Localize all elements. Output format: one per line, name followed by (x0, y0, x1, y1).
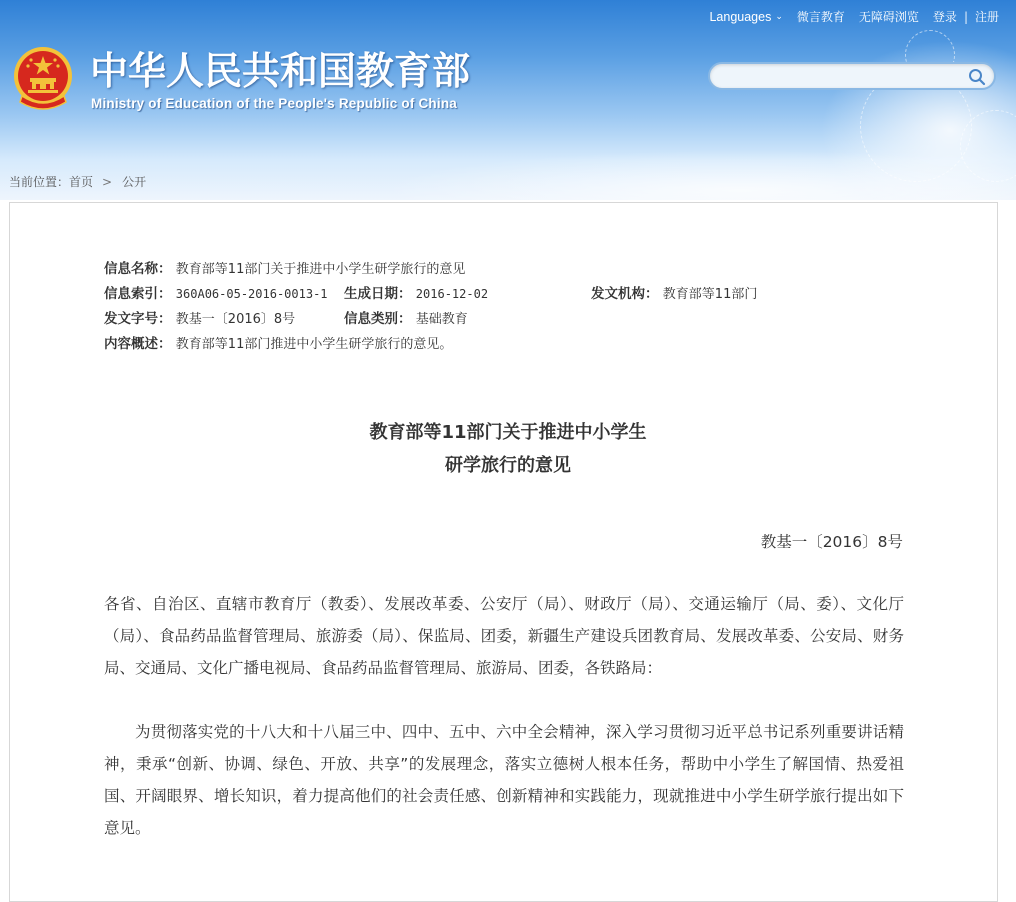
breadcrumb-home-link[interactable]: 首页 (69, 175, 94, 189)
meta-name-value: 教育部等11部门关于推进中小学生研学旅行的意见 (175, 262, 466, 277)
meta-summary-label: 内容概述： (104, 336, 172, 352)
meta-issuer-row (591, 282, 757, 302)
document-title-line-1: 教育部等11部门关于推进中小学生 (369, 422, 647, 443)
document-title-line-2: 研学旅行的意见 (445, 455, 571, 476)
meta-name-label: 信息名称： (104, 261, 172, 277)
meta-docno-row (104, 307, 295, 327)
meta-name-row (104, 257, 465, 277)
document-recipients: 各省、自治区、直辖市教育厅（教委）、发展改革委、公安厅（局）、财政厅（局）、交通运输厅（局、委）、文化厅（局）、食品药品监督管理局、旅游委（局）、保监局、团委，新疆生产建设兵团教育局、发展改革委、公安局、财务局、交通局、文化广播电视局、食品药品监督管理局、旅游局、团委，各铁路局： (104, 595, 904, 677)
search-icon[interactable] (968, 68, 986, 86)
register-link[interactable]: 注册 (974, 10, 999, 24)
meta-category-row (344, 307, 468, 327)
meta-category-label: 信息类别： (344, 311, 412, 327)
breadcrumb-current-link[interactable]: 公开 (122, 175, 147, 189)
site-header (0, 0, 1016, 200)
meta-date-value: 2016-12-02 (415, 287, 489, 301)
search-input[interactable] (722, 68, 966, 88)
meta-summary-row (104, 332, 452, 352)
search-box (708, 62, 996, 90)
breadcrumb (9, 173, 146, 190)
meta-index-row (104, 282, 328, 302)
document-number: 教基一〔2016〕8号 (760, 533, 903, 551)
breadcrumb-separator: > (102, 175, 113, 189)
languages-menu[interactable]: Languages (709, 9, 772, 24)
meta-summary-value: 教育部等11部门推进中小学生研学旅行的意见。 (175, 337, 453, 352)
meta-docno-label: 发文字号： (104, 311, 172, 327)
site-subtitle: Ministry of Education of the People's Republic of China (91, 96, 457, 111)
meta-date-row (344, 282, 488, 302)
document-paragraph: 为贯彻落实党的十八大和十八届三中、四中、五中、六中全会精神，深入学习贯彻习近平总书记系列重要讲话精神，秉承“创新、协调、绿色、开放、共享”的发展理念，落实立德树人根本任务，帮助中小学生了解国情、热爱祖国、开阔眼界、增长知识，着力提高他们的社会责任感、创新精神和实践能力，现就推进中小学生研学旅行提出如下意见。 (104, 723, 904, 837)
accessible-browse-link[interactable]: 无障碍浏览 (858, 10, 919, 24)
meta-issuer-label: 发文机构： (591, 286, 659, 302)
site-title[interactable]: 中华人民共和国教育部 (90, 48, 471, 93)
chevron-down-icon[interactable]: ⌄ (775, 11, 783, 22)
meta-docno-value: 教基一〔2016〕8号 (175, 312, 296, 327)
meta-issuer-value: 教育部等11部门 (662, 287, 758, 302)
top-nav (709, 8, 999, 25)
meta-date-label: 生成日期： (344, 286, 412, 302)
meta-index-value: 360A06-05-2016-0013-1 (175, 287, 328, 301)
weiyan-link[interactable]: 微言教育 (796, 10, 845, 24)
nav-separator: | (963, 9, 968, 24)
meta-category-value: 基础教育 (415, 312, 468, 327)
breadcrumb-prefix: 当前位置： (9, 175, 70, 189)
login-link[interactable]: 登录 (932, 10, 957, 24)
meta-index-label: 信息索引： (104, 286, 172, 302)
national-emblem-icon[interactable] (12, 44, 74, 112)
